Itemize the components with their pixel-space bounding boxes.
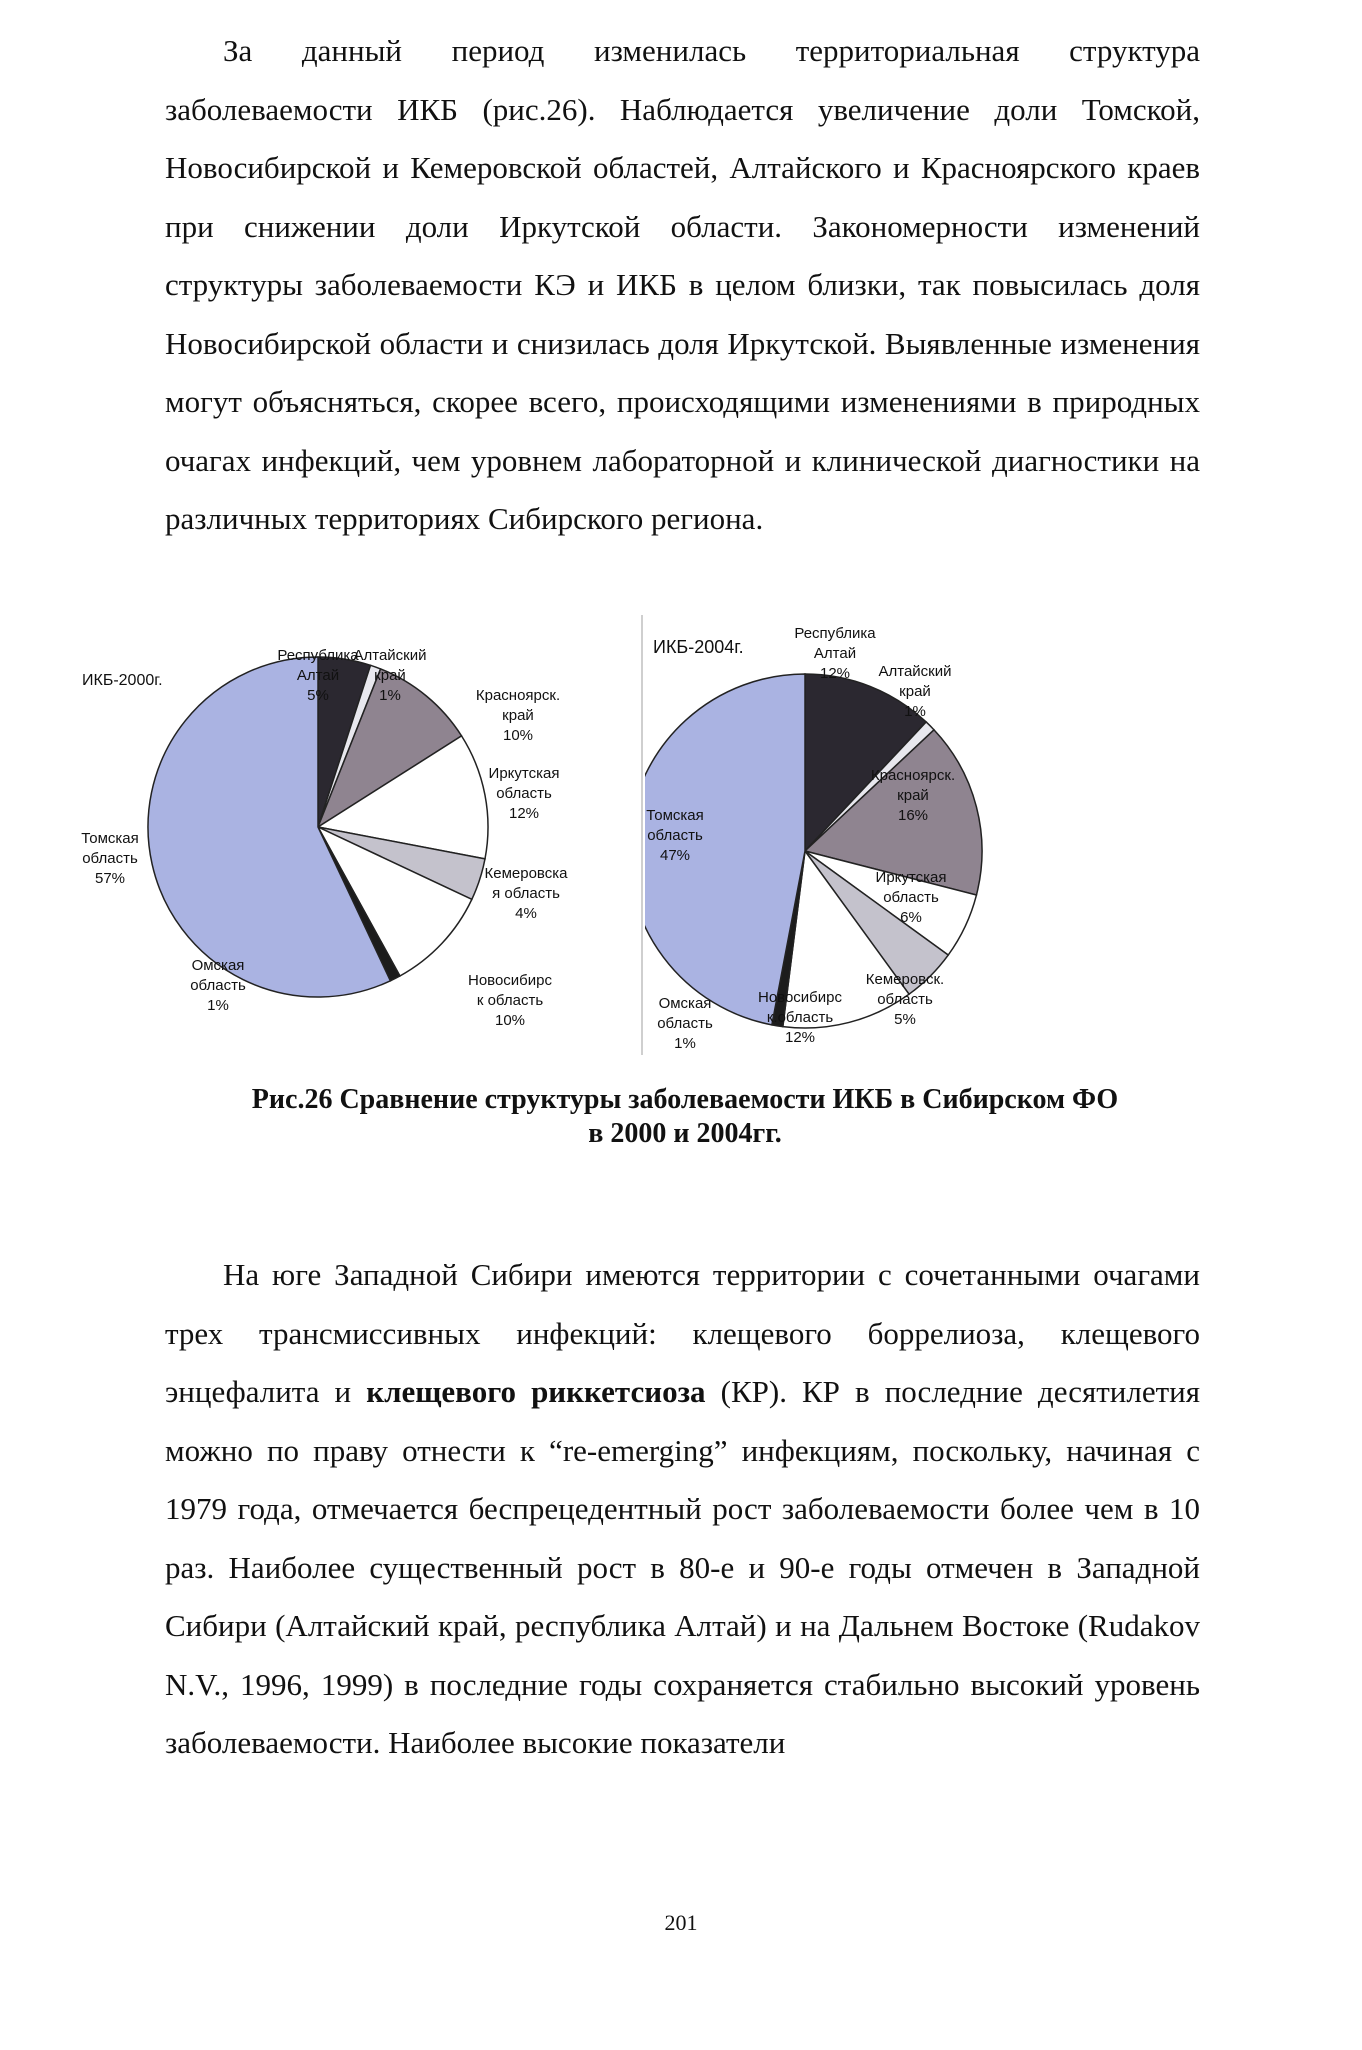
slice-label-text [758, 989, 843, 1046]
slice-label-line: край [899, 683, 931, 700]
slice-label-line: 12% [784, 1029, 816, 1046]
slice-label-line: 1% [379, 687, 401, 704]
slice-label-line: Новосибирс [467, 972, 553, 989]
slice-label-красноярск [476, 687, 560, 744]
slice-label-line: Иркутская [875, 869, 947, 886]
slice-label-кемеровск [866, 971, 944, 1028]
paragraph-2-text-a: На юге Западной Сибири имеются территории с сочетанными очагами трех трансмиссивных инфекций: клещевого боррелиоза, клещевого энцефалита и [165, 1257, 1200, 1409]
slice-label-text [81, 830, 139, 887]
slice-label-line: 1% [674, 1035, 696, 1052]
slice-label-line: Кемеровск. [865, 971, 945, 988]
slice-label-line: Томская [81, 830, 139, 847]
slice-label-line: край [374, 667, 406, 684]
slice-label-text [476, 687, 560, 744]
chart-divider [641, 615, 643, 1055]
slice-label-line: область [883, 889, 939, 906]
slice-label-line: 10% [502, 727, 534, 744]
slice-label-line: 4% [515, 905, 537, 922]
pie-chart-2004 [645, 608, 1275, 1070]
slice-label-line: Иркутская [488, 765, 560, 782]
slice-label-line: к область [476, 992, 544, 1009]
slice-label-line: 47% [659, 847, 691, 864]
slice-label-line: Красноярск. [870, 767, 956, 784]
caption-line-1: Рис.26 Сравнение структуры заболеваемости ИКБ в Сибирском ФО [251, 1084, 1119, 1115]
paragraph-1 [165, 22, 1200, 549]
slice-label-line: 1% [207, 997, 229, 1014]
slice-label-кемеровска [485, 865, 569, 922]
slice-label-line: область [190, 977, 246, 994]
slice-label-line: край [502, 707, 534, 724]
slice-label-line: Омская [658, 995, 712, 1012]
slice-label-томская [81, 830, 139, 887]
slice-label-новосибирс [468, 972, 553, 1029]
slice-label-text [489, 765, 560, 822]
slice-label-line: Алтайский [353, 647, 427, 664]
slice-label-line: область [496, 785, 552, 802]
slice-label-line: 12% [508, 805, 540, 822]
slice-label-line: 5% [894, 1011, 916, 1028]
slice-label-text [468, 972, 553, 1029]
chart-title: ИКБ-2000г. [82, 672, 163, 689]
figure-caption [160, 1083, 1210, 1151]
slice-label-line: 5% [307, 687, 329, 704]
slice-label-text [190, 957, 246, 1014]
slice-label-line: 16% [897, 807, 929, 824]
pie-slices [148, 657, 488, 997]
slice-label-line: Омская [191, 957, 245, 974]
slice-label-line: Алтай [296, 667, 340, 684]
slice-label-line: 10% [494, 1012, 526, 1029]
caption-line-2: в 2000 и 2004гг. [588, 1118, 782, 1149]
slice-label-line: Республика [277, 647, 359, 664]
slice-label-line: область [82, 850, 138, 867]
slice-label-line: Томская [646, 807, 704, 824]
page-number: 201 [664, 1910, 698, 1935]
slice-label-text [866, 971, 944, 1028]
slice-label-иркутская [489, 765, 560, 822]
slice-label-line: Алтайский [878, 663, 952, 680]
slice-label-омская [190, 957, 246, 1014]
slice-label-line: область [647, 827, 703, 844]
slice-label-омская [657, 995, 713, 1052]
slice-label-text [657, 995, 713, 1052]
slice-label-line: 1% [904, 703, 926, 720]
slice-label-line: Республика [794, 625, 876, 642]
pie-chart-2000-svg [80, 600, 635, 1070]
slice-label-line: Красноярск. [475, 687, 561, 704]
paragraph-2-text-b: (КР). КР в последние десятилетия можно по праву отнести к “re-emerging” инфекциям, поскольку, начиная с 1979 года, отмечается беспрецедентный рост заболеваемости более чем в 10 раз. Наиболее существенный рост в 80-е и 90-е годы отмечен в Западной Сибири (Алтайский край, республика Алтай) и на Дальнем Востоке (Rudakov N.V., 1996, 1999) в последние годы сохраняется стабильно высокий уровень заболеваемости. Наиболее высокие показатели [165, 1374, 1200, 1760]
paragraph-1-text: За данный период изменилась территориальная структура заболеваемости ИКБ (рис.26). Наблюдается увеличение доли Томской, Новосибирской и Кемеровской областей, Алтайского и Красноярского краев при снижении доли Иркутской области. Закономерности изменений структуры заболеваемости КЭ и ИКБ в целом близки, так повысилась доля Новосибирской области и снизилась доля Иркутской. Выявленные изменения могут объясняться, скорее всего, происходящими изменениями в природных очагах инфекций, чем уровнем лабораторной и клинической диагностики на различных территориях Сибирского региона. [165, 33, 1200, 536]
paragraph-2 [165, 1246, 1200, 1773]
slice-label-line: Алтай [813, 645, 857, 662]
pie-chart-2000 [80, 600, 635, 1070]
slice-label-line: Кемеровска [484, 865, 568, 882]
slice-label-line: к.область [766, 1009, 834, 1026]
chart-title: ИКБ-2004г. [653, 637, 744, 657]
slice-label-line: 6% [900, 909, 922, 926]
slice-label-line: край [897, 787, 929, 804]
slice-label-line: Новосибирс [757, 989, 843, 1006]
slice-label-line: 57% [94, 870, 126, 887]
slice-label-line: я область [492, 885, 560, 902]
slice-label-line: область [877, 991, 933, 1008]
slice-label-text [485, 865, 569, 922]
slice-label-line: 12% [819, 665, 851, 682]
paragraph-2-bold-term: клещевого риккетсиоза [366, 1374, 706, 1409]
pie-chart-2004-svg [645, 608, 1275, 1070]
slice-label-line: область [657, 1015, 713, 1032]
slice-label-новосибирс [758, 989, 843, 1046]
